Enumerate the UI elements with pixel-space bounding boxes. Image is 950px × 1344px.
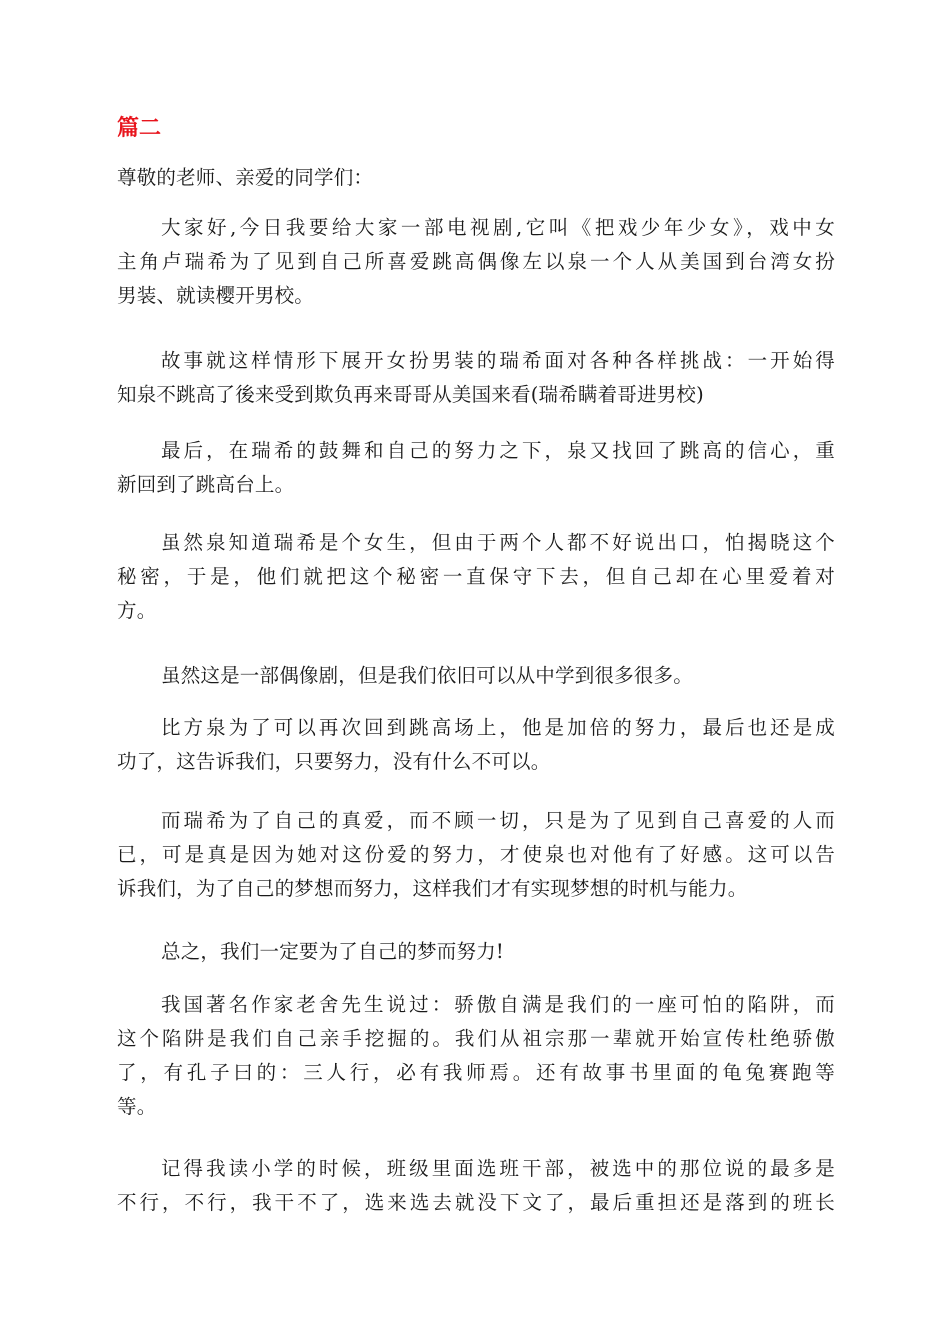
paragraph-7: [117, 804, 835, 906]
greeting-line: [117, 161, 835, 195]
paragraph-9: [117, 988, 835, 1124]
paragraph-line: 而瑞希为了自己的真爱，而不顾一切，只是为了见到自己喜爱的人而: [161, 809, 835, 832]
greeting-text: 尊敬的老师、亲爱的同学们：: [117, 166, 374, 189]
paragraph-line: 比方泉为了可以再次回到跳高场上，他是加倍的努力，最后也还是成: [161, 716, 835, 739]
paragraph-5: [117, 659, 835, 693]
paragraph-line: 诉我们，为了自己的梦想而努力，这样我们才有实现梦想的时机与能力。: [117, 877, 748, 900]
paragraph-line: 最后，在瑞希的鼓舞和自己的努力之下，泉又找回了跳高的信心，重: [161, 439, 835, 462]
paragraph-line: 我国著名作家老舍先生说过：骄傲自满是我们的一座可怕的陷阱，而: [161, 993, 835, 1016]
paragraph-line: 秘密，于是，他们就把这个秘密一直保守下去，但自己却在心里爱着对: [117, 565, 835, 588]
paragraph-line: 这个陷阱是我们自己亲手挖掘的。我们从祖宗那一辈就开始宣传杜绝骄傲: [117, 1027, 835, 1050]
paragraph-line: 知泉不跳高了後来受到欺负再来哥哥从美国来看(瑞希瞒着哥进男校): [117, 383, 704, 406]
paragraph-8: [117, 935, 835, 969]
paragraph-line: 新回到了跳高台上。: [117, 473, 295, 496]
paragraph-10: [117, 1152, 835, 1220]
paragraph-line: 方。: [117, 599, 157, 622]
paragraph-1: [117, 211, 835, 313]
paragraph-3: [117, 434, 835, 502]
paragraph-line: 等。: [117, 1095, 157, 1118]
paragraph-line: 虽然这是一部偶像剧，但是我们依旧可以从中学到很多很多。: [161, 664, 693, 687]
paragraph-line: 了，有孔子曰的：三人行，必有我师焉。还有故事书里面的龟兔赛跑等: [117, 1061, 835, 1084]
paragraph-line: 虽然泉知道瑞希是个女生，但由于两个人都不好说出口，怕揭晓这个: [161, 531, 835, 554]
paragraph-6: [117, 711, 835, 779]
paragraph-line: 已，可是真是因为她对这份爱的努力，才使泉也对他有了好感。这可以告: [117, 843, 835, 866]
paragraph-line: 总之，我们一定要为了自己的梦而努力!: [161, 940, 504, 963]
section-title: 篇二: [117, 115, 162, 141]
paragraph-line: 男装、就读樱开男校。: [117, 284, 315, 307]
paragraph-4: [117, 526, 835, 628]
paragraph-line: 记得我读小学的时候，班级里面选班干部，被选中的那位说的最多是: [161, 1157, 835, 1180]
paragraph-line: 功了，这告诉我们，只要努力，没有什么不可以。: [117, 750, 551, 773]
paragraph-2: [117, 344, 835, 412]
paragraph-line: 主角卢瑞希为了见到自己所喜爱跳高偶像左以泉一个人从美国到台湾女扮: [117, 250, 835, 273]
paragraph-line: 大家好,今日我要给大家一部电视剧,它叫《把戏少年少女》，戏中女: [161, 216, 835, 239]
paragraph-line: 不行，不行，我干不了，选来选去就没下文了，最后重担还是落到的班长: [117, 1191, 835, 1214]
paragraph-line: 故事就这样情形下展开女扮男装的瑞希面对各种各样挑战：一开始得: [161, 349, 835, 372]
